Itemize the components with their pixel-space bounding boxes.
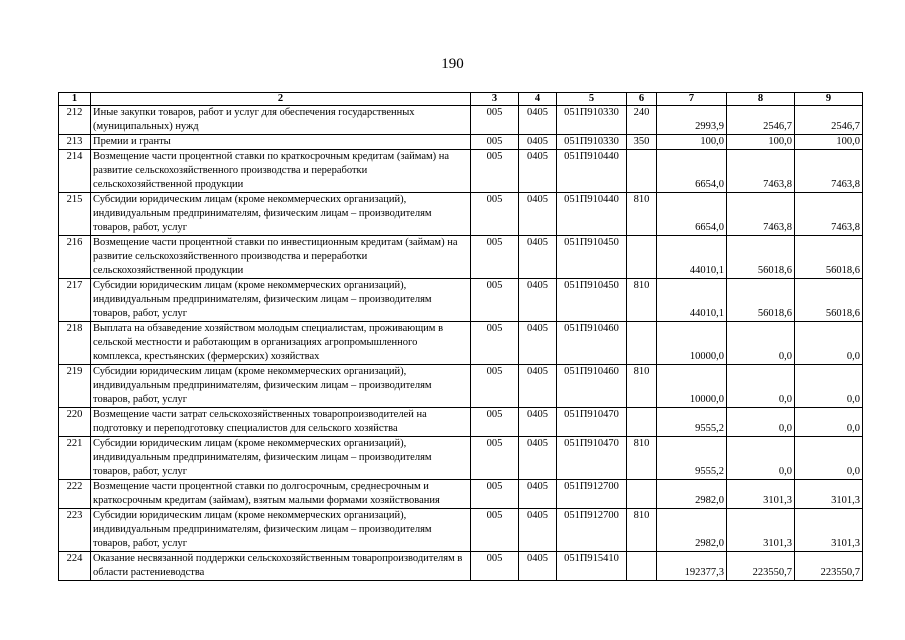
section-cell: 0405 [519, 279, 557, 322]
amount-cell: 7463,8 [795, 193, 863, 236]
code-cell: 005 [471, 236, 519, 279]
row-number: 221 [59, 437, 91, 480]
code-cell: 005 [471, 150, 519, 193]
header-cell: 3 [471, 93, 519, 106]
amount-cell: 56018,6 [795, 279, 863, 322]
target-code-cell: 051П910450 [557, 279, 627, 322]
row-number: 220 [59, 408, 91, 437]
item-name: Субсидии юридическим лицам (кроме некоммерческих организаций), индивидуальным предпринимателям, физическим лицам – производителям товаров, работ, услуг [91, 365, 471, 408]
expense-type-cell: 240 [627, 106, 657, 135]
amount-cell: 0,0 [795, 408, 863, 437]
section-cell: 0405 [519, 408, 557, 437]
item-name: Субсидии юридическим лицам (кроме некоммерческих организаций), индивидуальным предпринимателям, физическим лицам – производителям товаров, работ, услуг [91, 279, 471, 322]
target-code-cell: 051П912700 [557, 509, 627, 552]
row-number: 223 [59, 509, 91, 552]
amount-cell: 44010,1 [657, 236, 727, 279]
row-number: 219 [59, 365, 91, 408]
code-cell: 005 [471, 135, 519, 150]
amount-cell: 56018,6 [727, 279, 795, 322]
expense-type-cell [627, 322, 657, 365]
header-cell: 2 [91, 93, 471, 106]
table-row [59, 509, 863, 552]
amount-cell: 9555,2 [657, 437, 727, 480]
section-cell: 0405 [519, 509, 557, 552]
row-number: 218 [59, 322, 91, 365]
page-number: 190 [441, 56, 464, 72]
table-row [59, 322, 863, 365]
item-name: Возмещение части процентной ставки по долгосрочным, среднесрочным и краткосрочным кредитам (займам), взятым малыми формами хозяйствования [91, 480, 471, 509]
row-number: 216 [59, 236, 91, 279]
expense-type-cell [627, 480, 657, 509]
target-code-cell: 051П910460 [557, 365, 627, 408]
amount-cell: 0,0 [727, 408, 795, 437]
table-row [59, 480, 863, 509]
amount-cell: 2993,9 [657, 106, 727, 135]
amount-cell: 223550,7 [727, 552, 795, 581]
code-cell: 005 [471, 106, 519, 135]
expense-type-cell [627, 408, 657, 437]
expense-type-cell: 810 [627, 509, 657, 552]
expense-type-cell [627, 150, 657, 193]
item-name: Выплата на обзаведение хозяйством молодым специалистам, проживающим в сельской местности и работающим в организациях агропромышленного комплекса, крестьянских (фермерских) хозяйствах [91, 322, 471, 365]
section-cell: 0405 [519, 322, 557, 365]
table-row [59, 279, 863, 322]
code-cell: 005 [471, 279, 519, 322]
table-row [59, 150, 863, 193]
expense-type-cell: 810 [627, 279, 657, 322]
expense-type-cell [627, 552, 657, 581]
amount-cell: 100,0 [727, 135, 795, 150]
row-number: 213 [59, 135, 91, 150]
target-code-cell: 051П910460 [557, 322, 627, 365]
amount-cell: 2546,7 [795, 106, 863, 135]
code-cell: 005 [471, 552, 519, 581]
amount-cell: 56018,6 [795, 236, 863, 279]
amount-cell: 44010,1 [657, 279, 727, 322]
item-name: Возмещение части затрат сельскохозяйственных товаропроизводителей на подготовку и переподготовку специалистов для сельского хозяйства [91, 408, 471, 437]
code-cell: 005 [471, 437, 519, 480]
code-cell: 005 [471, 193, 519, 236]
section-cell: 0405 [519, 135, 557, 150]
amount-cell: 56018,6 [727, 236, 795, 279]
section-cell: 0405 [519, 106, 557, 135]
target-code-cell: 051П910470 [557, 408, 627, 437]
amount-cell: 0,0 [795, 437, 863, 480]
header-cell: 4 [519, 93, 557, 106]
section-cell: 0405 [519, 236, 557, 279]
row-number: 224 [59, 552, 91, 581]
item-name: Иные закупки товаров, работ и услуг для обеспечения государственных (муниципальных) нужд [91, 106, 471, 135]
section-cell: 0405 [519, 365, 557, 408]
expense-type-cell [627, 236, 657, 279]
amount-cell: 0,0 [795, 322, 863, 365]
code-cell: 005 [471, 408, 519, 437]
amount-cell: 9555,2 [657, 408, 727, 437]
code-cell: 005 [471, 509, 519, 552]
table-row [59, 193, 863, 236]
amount-cell: 3101,3 [795, 480, 863, 509]
row-number: 222 [59, 480, 91, 509]
code-cell: 005 [471, 480, 519, 509]
item-name: Возмещение части процентной ставки по краткосрочным кредитам (займам) на развитие сельскохозяйственного производства и переработки сельскохозяйственной продукции [91, 150, 471, 193]
amount-cell: 0,0 [795, 365, 863, 408]
target-code-cell: 051П910450 [557, 236, 627, 279]
row-number: 217 [59, 279, 91, 322]
table-row [59, 408, 863, 437]
target-code-cell: 051П910330 [557, 106, 627, 135]
target-code-cell: 051П915410 [557, 552, 627, 581]
row-number: 214 [59, 150, 91, 193]
table-row [59, 106, 863, 135]
amount-cell: 7463,8 [727, 193, 795, 236]
amount-cell: 2982,0 [657, 509, 727, 552]
amount-cell: 10000,0 [657, 322, 727, 365]
section-cell: 0405 [519, 150, 557, 193]
amount-cell: 3101,3 [727, 509, 795, 552]
code-cell: 005 [471, 365, 519, 408]
table-row [59, 135, 863, 150]
header-cell: 1 [59, 93, 91, 106]
code-cell: 005 [471, 322, 519, 365]
amount-cell: 192377,3 [657, 552, 727, 581]
row-number: 215 [59, 193, 91, 236]
amount-cell: 2546,7 [727, 106, 795, 135]
target-code-cell: 051П910440 [557, 193, 627, 236]
item-name: Возмещение части процентной ставки по инвестиционным кредитам (займам) на развитие сельскохозяйственного производства и переработки сельскохозяйственной продукции [91, 236, 471, 279]
section-cell: 0405 [519, 480, 557, 509]
row-number: 212 [59, 106, 91, 135]
amount-cell: 0,0 [727, 365, 795, 408]
table-row [59, 552, 863, 581]
amount-cell: 0,0 [727, 437, 795, 480]
target-code-cell: 051П912700 [557, 480, 627, 509]
target-code-cell: 051П910440 [557, 150, 627, 193]
table-row [59, 365, 863, 408]
header-row [59, 93, 863, 106]
amount-cell: 3101,3 [727, 480, 795, 509]
section-cell: 0405 [519, 437, 557, 480]
header-cell: 9 [795, 93, 863, 106]
expense-type-cell: 810 [627, 193, 657, 236]
amount-cell: 3101,3 [795, 509, 863, 552]
item-name: Премии и гранты [91, 135, 471, 150]
amount-cell: 100,0 [795, 135, 863, 150]
header-cell: 5 [557, 93, 627, 106]
amount-cell: 7463,8 [795, 150, 863, 193]
header-cell: 8 [727, 93, 795, 106]
section-cell: 0405 [519, 193, 557, 236]
amount-cell: 2982,0 [657, 480, 727, 509]
amount-cell: 6654,0 [657, 150, 727, 193]
expense-type-cell: 350 [627, 135, 657, 150]
amount-cell: 7463,8 [727, 150, 795, 193]
target-code-cell: 051П910330 [557, 135, 627, 150]
budget-table [58, 92, 863, 581]
section-cell: 0405 [519, 552, 557, 581]
amount-cell: 0,0 [727, 322, 795, 365]
amount-cell: 223550,7 [795, 552, 863, 581]
target-code-cell: 051П910470 [557, 437, 627, 480]
amount-cell: 100,0 [657, 135, 727, 150]
header-cell: 6 [627, 93, 657, 106]
item-name: Субсидии юридическим лицам (кроме некоммерческих организаций), индивидуальным предпринимателям, физическим лицам – производителям товаров, работ, услуг [91, 437, 471, 480]
amount-cell: 10000,0 [657, 365, 727, 408]
amount-cell: 6654,0 [657, 193, 727, 236]
expense-type-cell: 810 [627, 437, 657, 480]
expense-type-cell: 810 [627, 365, 657, 408]
item-name: Субсидии юридическим лицам (кроме некоммерческих организаций), индивидуальным предпринимателям, физическим лицам – производителям товаров, работ, услуг [91, 509, 471, 552]
table-row [59, 236, 863, 279]
item-name: Оказание несвязанной поддержки сельскохозяйственным товаропроизводителям в области растениеводства [91, 552, 471, 581]
header-cell: 7 [657, 93, 727, 106]
item-name: Субсидии юридическим лицам (кроме некоммерческих организаций), индивидуальным предпринимателям, физическим лицам – производителям товаров, работ, услуг [91, 193, 471, 236]
table-row [59, 437, 863, 480]
